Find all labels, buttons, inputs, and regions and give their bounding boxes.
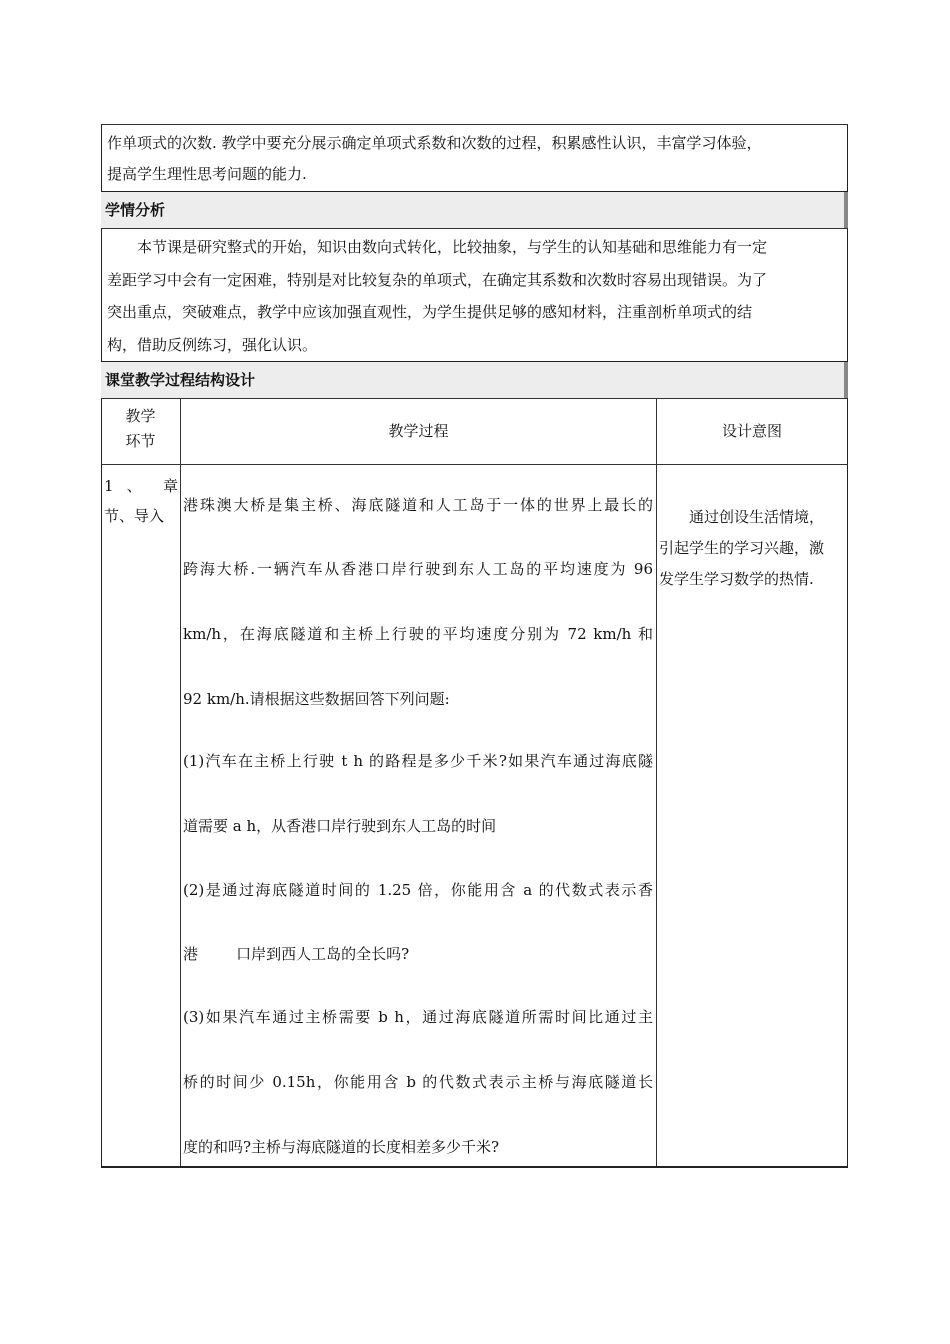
process-line-1: 港珠澳大桥是集主桥、海底隧道和人工岛于一体的世界上最长的 [183, 496, 653, 514]
intent-column-header: 设计意图 [721, 422, 782, 440]
intent-line-2: 引起学生的学习兴趣，激 [659, 539, 825, 557]
process-line-8: 港 口岸到西人工岛的全长吗? [183, 945, 410, 963]
stage-header-line-1: 教学 [125, 407, 156, 425]
col-divider-2 [656, 398, 657, 1167]
col-divider-1 [180, 398, 181, 1167]
learning-analysis-title: 学情分析 [105, 201, 166, 219]
process-line-4: 92 km/h.请根据这些数据回答下列问题: [183, 690, 450, 708]
analysis-line-2: 差距学习中会有一定困难，特别是对比较复杂的单项式，在确定其系数和次数时容易出现错误。为了 [107, 270, 768, 289]
intro-paragraph [101, 126, 848, 190]
intro-line-1: 作单项式的次数. 教学中要充分展示确定单项式系数和次数的过程，积累感性认识，丰富学习体验， [107, 134, 762, 152]
process-line-9: (3)如果汽车通过主桥需要 b h，通过海底隧道所需时间比通过主 [183, 1008, 653, 1026]
process-design-title: 课堂教学过程结构设计 [105, 371, 256, 389]
section-rule-4 [101, 398, 848, 399]
process-line-5: (1)汽车在主桥上行驶 t h 的路程是多少千米?如果汽车通过海底隧 [183, 752, 653, 770]
header-row-rule [101, 464, 848, 465]
process-column-header: 教学过程 [388, 422, 449, 440]
learning-analysis-heading [101, 192, 848, 228]
stage-column-header [101, 404, 180, 454]
process-line-6: 道需要 a h，从香港口岸行驶到东人工岛的时间 [183, 817, 497, 835]
heading-shade [844, 192, 848, 228]
table-bottom-rule [101, 1166, 848, 1168]
process-design-heading [101, 362, 848, 398]
learning-analysis-body [101, 229, 848, 361]
row1-intent-cell [659, 502, 847, 595]
analysis-line-4: 构，借助反例练习，强化认识。 [107, 335, 318, 354]
intent-line-1: 通过创设生活情境， [689, 508, 825, 526]
process-line-11: 度的和吗?主桥与海底隧道的长度相差多少千米? [183, 1138, 500, 1156]
intent-line-3: 发学生学习数学的热情. [659, 570, 814, 588]
analysis-line-1: 本节课是研究整式的开始，知识由数向式转化，比较抽象，与学生的认知基础和思维能力有一定 [137, 238, 768, 256]
stage-header-line-2: 环节 [125, 432, 156, 450]
process-line-10: 桥的时间少 0.15h，你能用含 b 的代数式表示主桥与海底隧道长 [183, 1073, 653, 1091]
top-rule [101, 124, 848, 125]
process-line-7: (2)是通过海底隧道时间的 1.25 倍，你能用含 a 的代数式表示香 [183, 881, 653, 899]
analysis-line-3: 突出重点，突破难点，教学中应该加强直观性，为学生提供足够的感知材料，注重剖析单项式的结 [107, 303, 753, 321]
row1-stage-cell [104, 471, 178, 531]
row1-stage-line-1: 1 、 章 [104, 477, 178, 495]
process-line-2: 跨海大桥.一辆汽车从香港口岸行驶到东人工岛的平均速度为 96 [183, 560, 653, 578]
heading-shade-2 [844, 362, 848, 398]
row1-stage-line-2: 节、导入 [104, 507, 165, 525]
process-line-3: km/h，在海底隧道和主桥上行驶的平均速度分别为 72 km/h 和 [183, 625, 653, 643]
intro-line-2: 提高学生理性思考问题的能力. [107, 165, 307, 183]
